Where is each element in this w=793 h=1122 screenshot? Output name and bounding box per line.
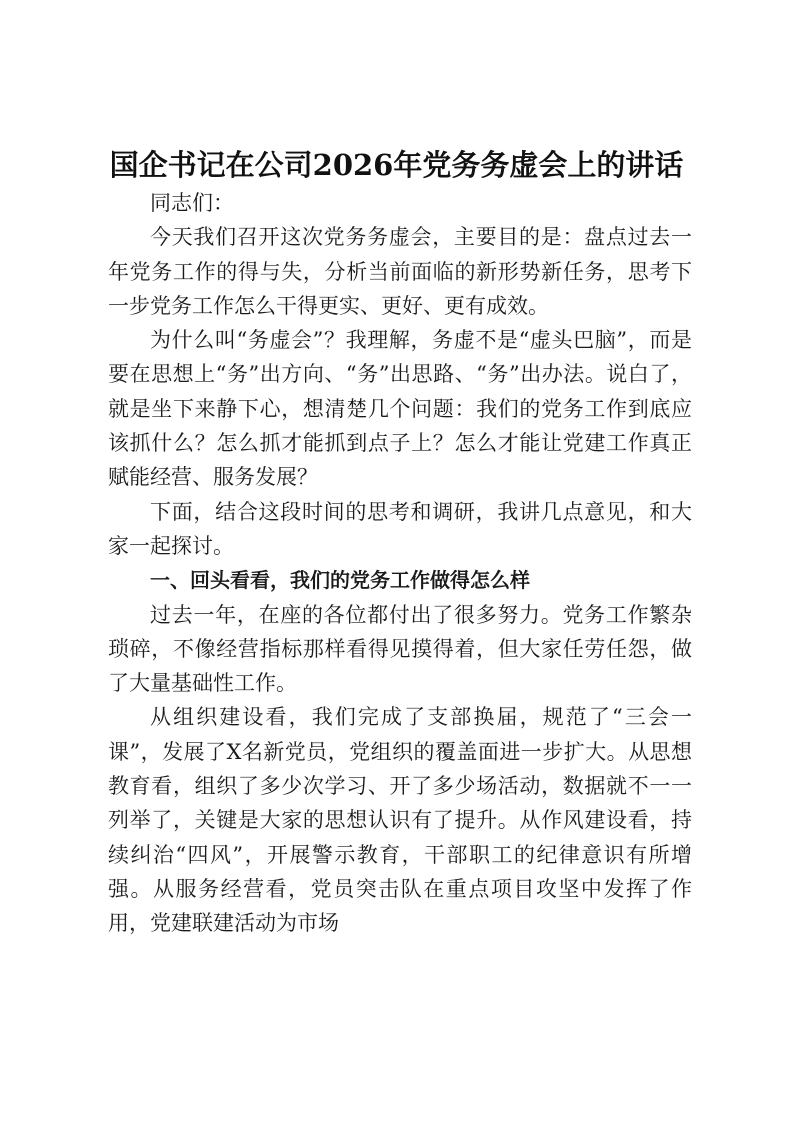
paragraph: 下面，结合这段时间的思考和调研，我讲几点意见，和大家一起探讨。 (108, 499, 692, 558)
document-body (108, 186, 692, 941)
paragraph: 过去一年，在座的各位都付出了很多努力。党务工作繁杂琐碎，不像经营指标那样看得见摸得着，但大家任劳任怨，做了大量基础性工作。 (108, 602, 692, 696)
paragraph: 为什么叫“务虚会”？我理解，务虚不是“虚头巴脑”，而是要在思想上“务”出方向、“务”出思路、“务”出办法。说白了，就是坐下来静下心，想清楚几个问题：我们的党务工作到底应该抓什么？怎么抓才能抓到点子上？怎么才能让党建工作真正赋能经营、服务发展？ (108, 328, 692, 490)
paragraph: 从组织建设看，我们完成了支部换届，规范了“三会一课”，发展了X名新党员，党组织的覆盖面进一步扩大。从思想教育看，组织了多少次学习、开了多少场活动，数据就不一一列举了，关键是大家的思想认识有了提升。从作风建设看，持续纠治“四风”，开展警示教育，干部职工的纪律意识有所增强。从服务经营看，党员突击队在重点项目攻坚中发挥了作用，党建联建活动为市场 (108, 705, 692, 936)
salutation: 同志们： (150, 191, 234, 215)
section-heading: 一、回头看看，我们的党务工作做得怎么样 (150, 568, 530, 593)
document-title: 国企书记在公司2026年党务务虚会上的讲话 (109, 148, 684, 182)
paragraph: 今天我们召开这次党务务虚会，主要目的是：盘点过去一年党务工作的得与失，分析当前面临的新形势新任务，思考下一步党务工作怎么干得更实、更好、更有成效。 (108, 225, 692, 318)
